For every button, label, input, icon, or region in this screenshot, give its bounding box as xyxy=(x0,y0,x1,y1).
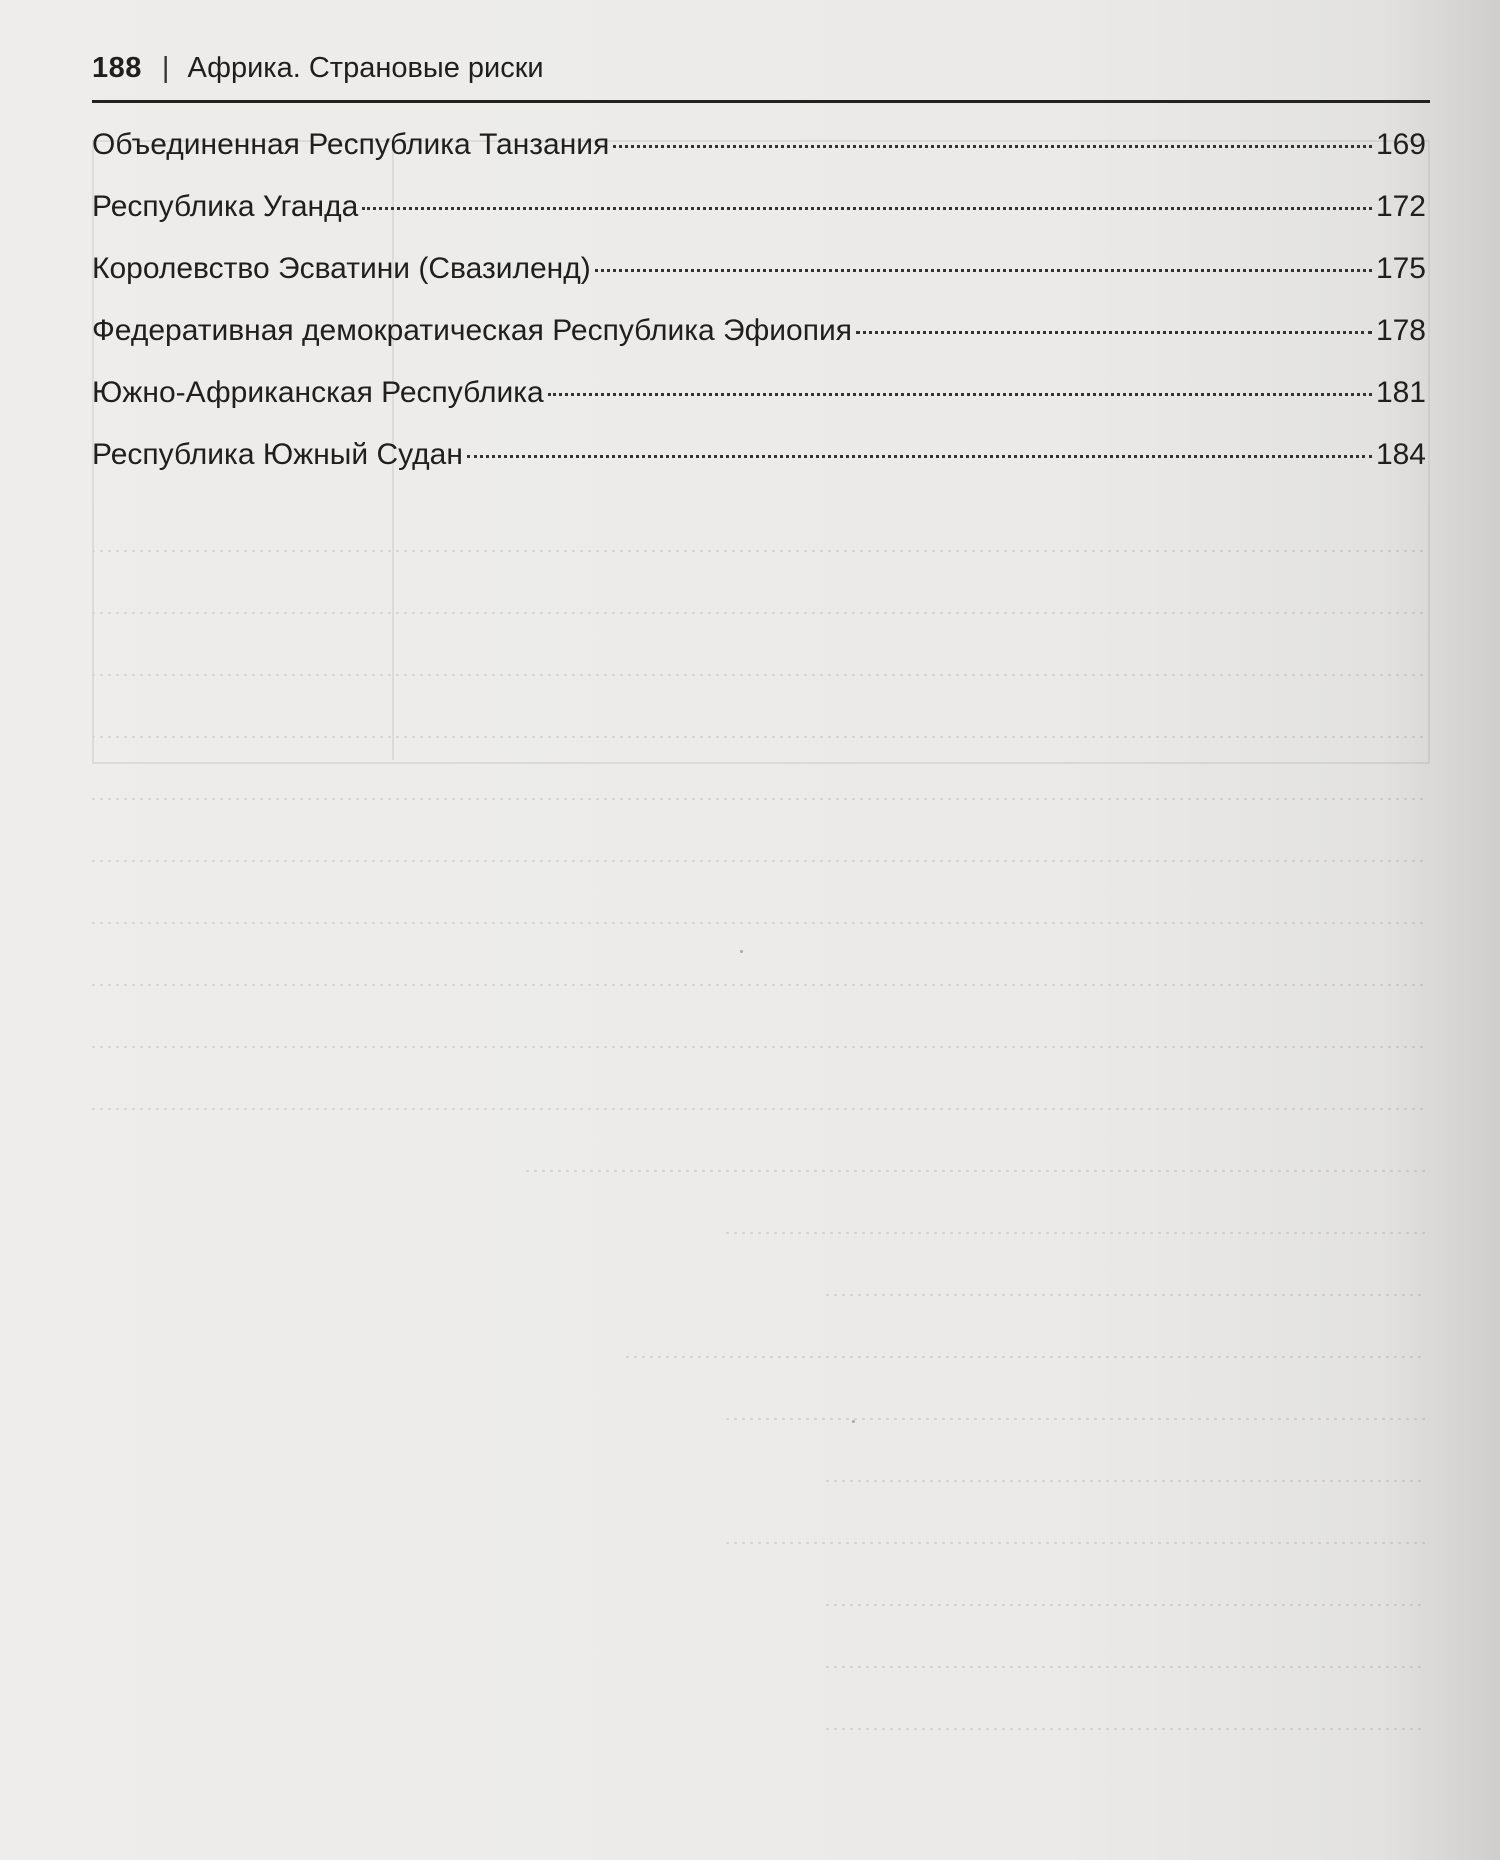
bleed-line xyxy=(92,1046,1426,1048)
toc-entry[interactable] xyxy=(92,190,1426,252)
toc-entry-page: 178 xyxy=(1375,314,1426,347)
page-number: 188 xyxy=(92,52,142,84)
dot-leader xyxy=(467,455,1372,458)
toc-entry-page: 181 xyxy=(1375,376,1426,409)
bleed-line xyxy=(92,860,1426,862)
toc-entry-title: Объединенная Республика Танзания xyxy=(92,128,610,161)
toc-entry[interactable] xyxy=(92,128,1426,190)
dot-leader xyxy=(595,269,1372,272)
dot-leader xyxy=(856,331,1372,334)
toc-entry-title: Южно-Африканская Республика xyxy=(92,376,544,409)
toc-entry[interactable] xyxy=(92,376,1426,438)
bleed-line xyxy=(726,1542,1426,1544)
bleed-line xyxy=(92,922,1426,924)
bleed-line xyxy=(92,612,1426,614)
toc-entry-title: Республика Южный Судан xyxy=(92,438,463,471)
paper-speck xyxy=(852,1420,855,1423)
dot-leader xyxy=(613,145,1372,148)
bleed-line xyxy=(92,674,1426,676)
toc-entry-page: 169 xyxy=(1375,128,1426,161)
toc-entry-page: 184 xyxy=(1375,438,1426,471)
toc-entry-page: 172 xyxy=(1375,190,1426,223)
bleed-line xyxy=(92,736,1426,738)
toc-entry[interactable] xyxy=(92,314,1426,376)
bleed-line xyxy=(826,1604,1426,1606)
bleed-line xyxy=(92,1108,1426,1110)
toc-entry-title: Республика Уганда xyxy=(92,190,359,223)
bleed-line xyxy=(92,984,1426,986)
bleed-line xyxy=(626,1356,1426,1358)
bleed-line xyxy=(826,1666,1426,1668)
toc-entry-title: Федеративная демократическая Республика Эфиопия xyxy=(92,314,852,347)
bleed-line xyxy=(826,1728,1426,1730)
running-title: Африка. Страновые риски xyxy=(187,52,544,84)
bleed-line xyxy=(526,1170,1426,1172)
bleed-through-background xyxy=(92,520,1426,1850)
header-rule xyxy=(92,100,1430,103)
toc-entry[interactable] xyxy=(92,438,1426,500)
bleed-line xyxy=(92,550,1426,552)
header-separator: | xyxy=(161,52,170,84)
dot-leader xyxy=(362,207,1372,210)
paper-speck xyxy=(740,950,743,953)
toc-entry[interactable] xyxy=(92,252,1426,314)
table-of-contents xyxy=(92,128,1426,500)
bleed-line xyxy=(826,1480,1426,1482)
toc-entry-title: Королевство Эсватини (Свазиленд) xyxy=(92,252,591,285)
dot-leader xyxy=(548,393,1372,396)
bleed-line xyxy=(726,1232,1426,1234)
page-header xyxy=(92,52,544,85)
toc-entry-page: 175 xyxy=(1375,252,1426,285)
bleed-line xyxy=(726,1418,1426,1420)
bleed-line xyxy=(92,798,1426,800)
bleed-line xyxy=(826,1294,1426,1296)
